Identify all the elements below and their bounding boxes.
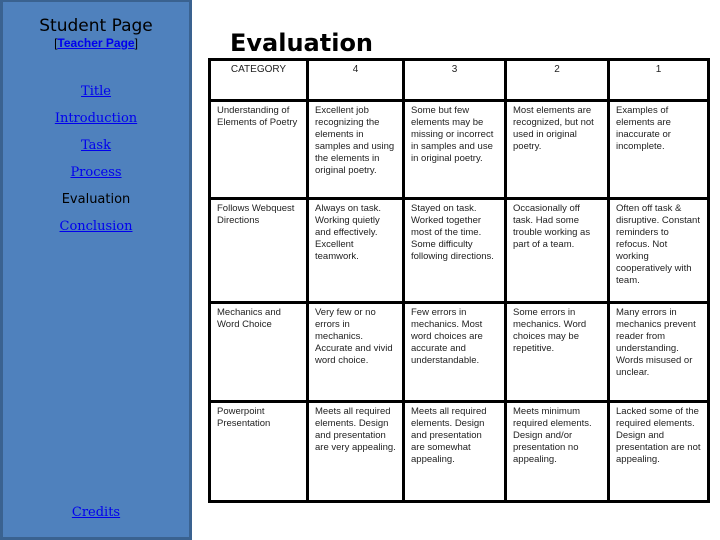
table-row bbox=[210, 199, 709, 303]
score-1-cell: Many errors in mechanics prevent reader from understanding. Words misused or unclear. bbox=[609, 303, 709, 402]
category-cell: Powerpoint Presentation bbox=[210, 402, 308, 502]
page-title: Evaluation bbox=[230, 29, 374, 57]
teacher-page-wrapper bbox=[3, 36, 189, 50]
score-4-cell: Very few or no errors in mechanics. Accurate and vivid word choice. bbox=[308, 303, 404, 402]
bracket-open: [ bbox=[54, 36, 58, 50]
header-score-1: 1 bbox=[609, 60, 709, 101]
rubric-header-row bbox=[210, 60, 709, 101]
nav-conclusion[interactable]: Conclusion bbox=[59, 219, 133, 234]
score-3-cell: Some but few elements may be missing or incorrect in samples and use in original poetry. bbox=[404, 101, 506, 199]
evaluation-rubric-table bbox=[208, 58, 710, 503]
score-1-cell: Lacked some of the required elements. Design and presentation are not appealing. bbox=[609, 402, 709, 502]
category-cell: Follows Webquest Directions bbox=[210, 199, 308, 303]
header-category: CATEGORY bbox=[210, 60, 308, 101]
header-score-4: 4 bbox=[308, 60, 404, 101]
score-2-cell: Some errors in mechanics. Word choices may be repetitive. bbox=[506, 303, 609, 402]
table-row bbox=[210, 101, 709, 199]
score-2-cell: Meets minimum required elements. Design and/or presentation no appealing. bbox=[506, 402, 609, 502]
score-4-cell: Excellent job recognizing the elements in samples and using the elements in original poetry. bbox=[308, 101, 404, 199]
nav-introduction[interactable]: Introduction bbox=[54, 111, 138, 126]
table-row bbox=[210, 402, 709, 502]
sidebar-title: Student Page bbox=[39, 16, 153, 36]
score-2-cell: Occasionally off task. Had some trouble working as part of a team. bbox=[506, 199, 609, 303]
nav-title[interactable]: Title bbox=[81, 84, 111, 99]
header-score-2: 2 bbox=[506, 60, 609, 101]
score-3-cell: Few errors in mechanics. Most word choices are accurate and understandable. bbox=[404, 303, 506, 402]
score-4-cell: Always on task. Working quietly and effectively. Excellent teamwork. bbox=[308, 199, 404, 303]
category-cell: Mechanics and Word Choice bbox=[210, 303, 308, 402]
table-row bbox=[210, 303, 709, 402]
sidebar bbox=[0, 0, 192, 540]
header-score-3: 3 bbox=[404, 60, 506, 101]
category-cell: Understanding of Elements of Poetry bbox=[210, 101, 308, 199]
nav-process[interactable]: Process bbox=[70, 165, 122, 180]
score-1-cell: Often off task & disruptive. Constant reminders to refocus. Not working cooperatively with team. bbox=[609, 199, 709, 303]
score-3-cell: Stayed on task. Worked together most of the time. Some difficulty following directions. bbox=[404, 199, 506, 303]
teacher-page-link[interactable]: Teacher Page bbox=[57, 36, 135, 50]
nav-credits[interactable]: Credits bbox=[71, 505, 121, 520]
score-4-cell: Meets all required elements. Design and presentation are very appealing. bbox=[308, 402, 404, 502]
score-2-cell: Most elements are recognized, but not used in original poetry. bbox=[506, 101, 609, 199]
bracket-close: ] bbox=[134, 36, 138, 50]
nav-task[interactable]: Task bbox=[81, 138, 111, 153]
score-1-cell: Examples of elements are inaccurate or incomplete. bbox=[609, 101, 709, 199]
nav-evaluation-current: Evaluation bbox=[61, 192, 131, 207]
score-3-cell: Meets all required elements. Design and presentation are somewhat appealing. bbox=[404, 402, 506, 502]
